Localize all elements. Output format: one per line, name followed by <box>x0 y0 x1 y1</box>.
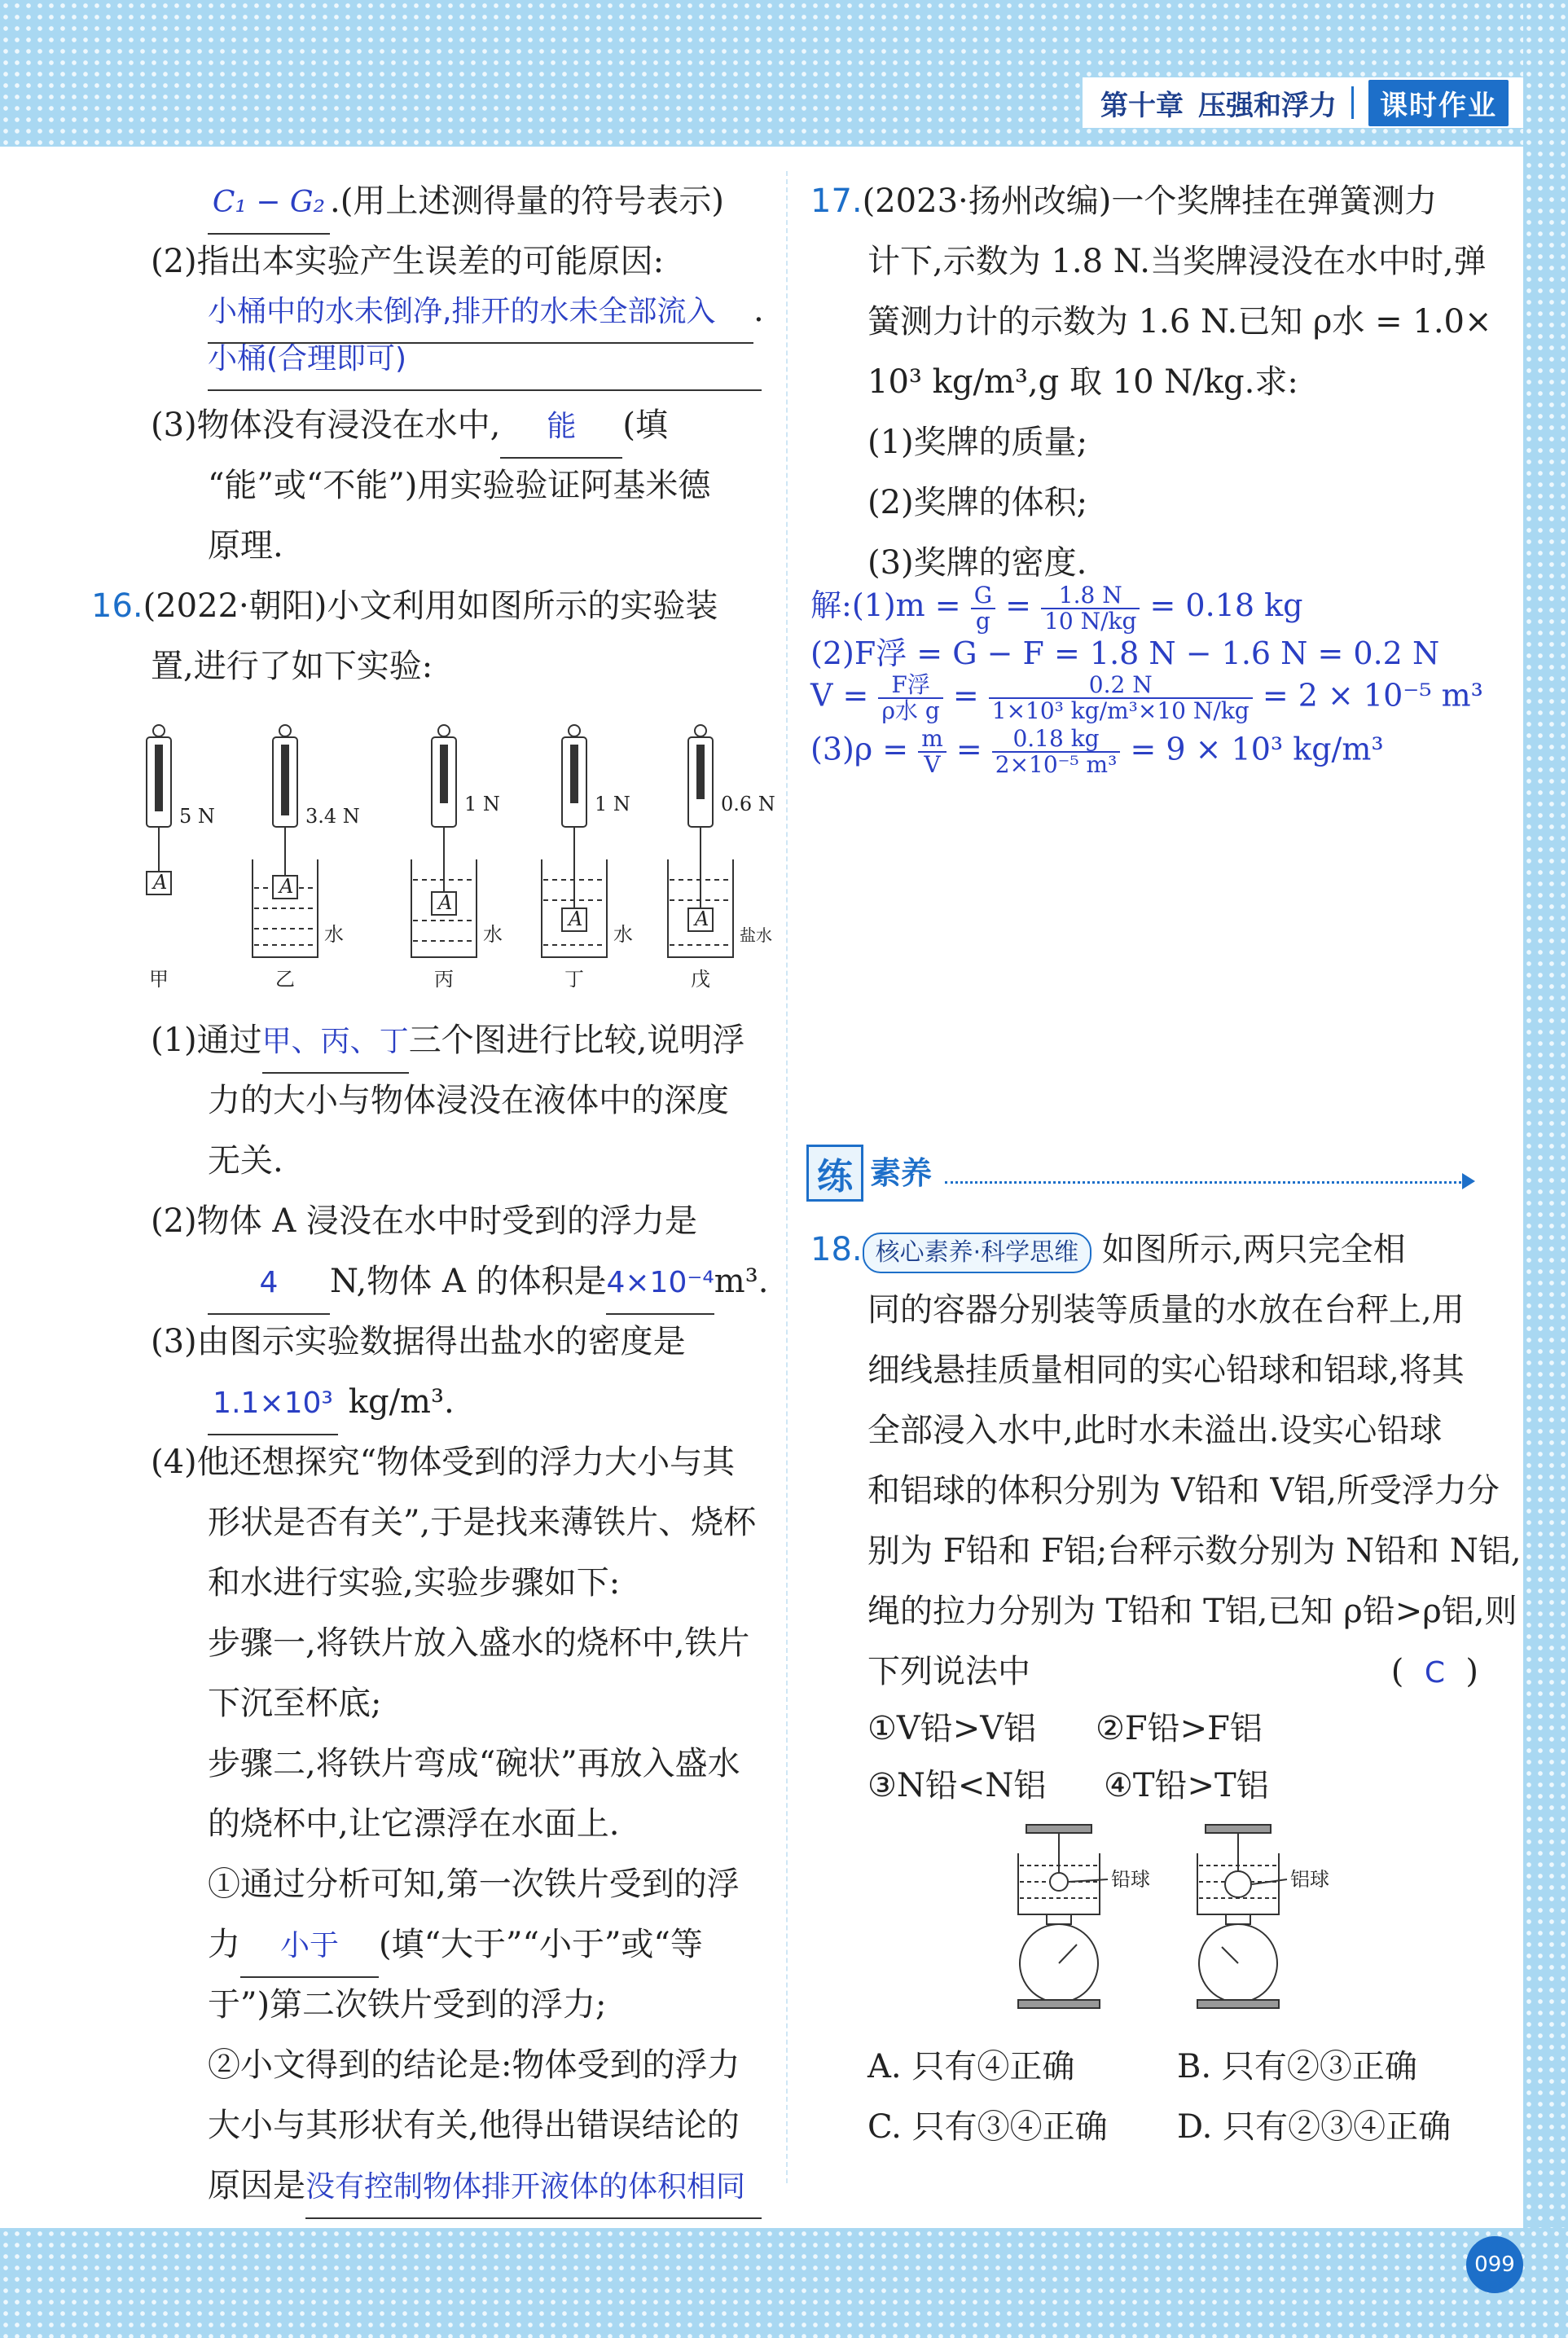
chapter-title: 压强和浮力 <box>1198 89 1337 122</box>
q16-p4-line3: 和水进行实验,实验步骤如下: <box>208 1564 621 1602</box>
q17-solution-1: 解:(1)m = $\frac{G}{g}$ = $\frac{1.8 N}{10 N/kg}$ = 0.18 kg <box>810 581 1303 635</box>
q16-sub1-d: 于”)第二次铁片受到的浮力; <box>208 1986 607 2024</box>
q16-sub2-b: 大小与其形状有关,他得出错误结论的 <box>208 2107 740 2144</box>
q16-p2-unit: m³. <box>714 1263 769 1300</box>
q16-p1-line3: 无关. <box>208 1142 283 1180</box>
q15-p3-line3: 原理. <box>208 527 283 565</box>
q16-p3-answer: 1.1×10³ <box>208 1373 338 1435</box>
sol3-result: = 2 × 10⁻⁵ m³ <box>1262 677 1483 714</box>
q17-solution-2: (2)F浮 = G − F = 1.8 N − 1.6 N = 0.2 N <box>810 635 1440 671</box>
q15-p2-answer-a: 小桶中的水未倒净,排开的水未全部流入 . <box>208 280 764 344</box>
caption-bing: 丙 <box>434 968 454 990</box>
q18-statement-4: ④T铅>T铝 <box>1104 1767 1269 1804</box>
caption-yi: 乙 <box>275 968 295 990</box>
q16-sub2-c <box>208 2156 762 2219</box>
q15-p3-line1 <box>151 395 668 459</box>
q16-line2: 置,进行了如下实验: <box>151 648 433 685</box>
q18-answer: C <box>1424 1656 1445 1690</box>
q17-line1-text: (2023·扬州改编)一个奖牌挂在弹簧测力 <box>862 182 1438 220</box>
q15-line1-text: .(用上述测得量的符号表示) <box>330 182 724 220</box>
q16-sub1-text-b: 力 <box>208 1926 240 1963</box>
q16-p1-text-a: (1)通过 <box>151 1022 262 1059</box>
q18-line1-text: 如图所示,两只完全相 <box>1101 1231 1406 1268</box>
object-a-bing: A <box>438 891 453 914</box>
q16-p2-line1: (2)物体 A 浸没在水中时受到的浮力是 <box>151 1202 697 1240</box>
sol1-result: = 0.18 kg <box>1149 587 1303 623</box>
q18-line3: 细线悬挂质量相同的实心铅球和铝球,将其 <box>867 1351 1465 1389</box>
caption-ding: 丁 <box>564 968 584 990</box>
q16-line1 <box>91 576 718 636</box>
aluminum-ball-setup <box>1197 1825 1287 2008</box>
reading-yi: 3.4 N <box>305 805 360 828</box>
section-dotted-line <box>945 1181 1466 1184</box>
q16-p1-text-b: 三个图进行比较,说明浮 <box>408 1022 745 1059</box>
q16-sub1-b <box>208 1914 703 1978</box>
q16-p3-line2 <box>208 1372 455 1435</box>
q16-step1-b: 下沉至杯底; <box>208 1685 382 1722</box>
section-badge: 练 <box>806 1145 863 1202</box>
q17-line4: 10³ kg/m³,g 取 10 N/kg.求: <box>867 363 1298 401</box>
q18-line8-text: 下列说法中 <box>867 1653 1030 1690</box>
q17-line1 <box>810 171 1437 231</box>
footer-band <box>0 2228 1568 2338</box>
q17-solution-4: (3)ρ = $\frac{m}{V}$ = $\frac{0.18 kg}{\text{2×10⁻⁵ m³}}$ = 9 × 10³ kg/m³ <box>810 725 1384 778</box>
liquid-yi: 水 <box>324 923 344 946</box>
spring-scale-bing <box>411 725 477 957</box>
q16-p3-unit: kg/m³. <box>348 1383 455 1421</box>
q15-answer-formula: C₁ − G₂ <box>208 173 330 235</box>
reading-bing: 1 N <box>464 793 500 815</box>
q16-step2-a: 步骤二,将铁片弯成“碗状”再放入盛水 <box>208 1745 740 1782</box>
sol3-frac2: $\frac{0.2 N}{\text{1×10³ kg/m³×10 N/kg}}$ <box>989 673 1253 723</box>
label-aluminum-ball: 铝球 <box>1290 1868 1329 1891</box>
q16-p1-answer: 甲、丙、丁 <box>262 1012 409 1074</box>
sol4-frac1: $\frac{m}{V}$ <box>918 727 947 777</box>
q18-option-b[interactable]: B. 只有②③正确 <box>1177 2048 1417 2085</box>
q18-line5: 和铝球的体积分别为 V铅和 V铝,所受浮力分 <box>867 1472 1500 1510</box>
sol3-lhs: V = <box>810 677 869 714</box>
q16-figure <box>122 713 790 990</box>
sol1-frac1: $\frac{G}{g}$ <box>971 583 995 634</box>
q16-p4-line2: 形状是否有关”,于是找来薄铁片、烧杯 <box>208 1504 757 1541</box>
liquid-bing: 水 <box>483 923 503 946</box>
q18-line2: 同的容器分别装等质量的水放在台秤上,用 <box>867 1291 1465 1329</box>
solution-label: 解: <box>810 587 852 623</box>
q16-p2-answer-force: 4 <box>208 1253 330 1315</box>
right-margin-band <box>1523 0 1568 2338</box>
page-number: 099 <box>1466 2236 1523 2293</box>
q18-figure <box>1002 1821 1360 2024</box>
q16-sub2-a: ②小文得到的结论是:物体受到的浮力 <box>208 2046 740 2084</box>
sol1-lhs: (1)m = <box>851 587 961 623</box>
spring-scale-yi <box>253 725 318 957</box>
q16-sub2-answer: 没有控制物体排开液体的体积相同 <box>305 2157 762 2219</box>
q18-option-c[interactable]: C. 只有③④正确 <box>867 2108 1108 2146</box>
q18-line7: 绳的拉力分别为 T铅和 T铝,已知 ρ铅>ρ铝,则 <box>867 1593 1517 1630</box>
q16-number: 16. <box>91 587 143 625</box>
q18-line4: 全部浸入水中,此时水未溢出.设实心铅球 <box>867 1412 1443 1449</box>
q18-answer-bracket: ( C ) <box>1390 1653 1478 1690</box>
q18-line8 <box>867 1641 1478 1702</box>
q15-p2-answer-text-a: 小桶中的水未倒净,排开的水未全部流入 <box>208 282 753 344</box>
q16-sub1-answer: 小于 <box>240 1916 379 1978</box>
q17-ask3: (3)奖牌的密度. <box>867 544 1087 582</box>
q15-p2-answer-text-b: 小桶(合理即可) <box>208 329 762 391</box>
q18-statement-3: ③N铅<N铝 <box>867 1767 1047 1804</box>
caption-jia: 甲 <box>149 968 169 990</box>
q17-number: 17. <box>810 182 863 220</box>
q17-line3: 簧测力计的示数为 1.6 N.已知 ρ水 = 1.0× <box>867 303 1492 341</box>
q18-number: 18. <box>810 1231 863 1268</box>
object-a-wu: A <box>695 908 709 930</box>
q16-p1-line2: 力的大小与物体浸没在液体中的深度 <box>208 1082 729 1119</box>
q15-p2-label: (2)指出本实验产生误差的可能原因: <box>151 243 665 280</box>
sol4-lhs: (3)ρ = <box>810 731 909 767</box>
q16-sub1-text-c: (填“大于”“小于”或“等 <box>379 1926 703 1963</box>
sol4-result: = 9 × 10³ kg/m³ <box>1130 731 1384 767</box>
lead-ball-setup <box>1018 1825 1108 2008</box>
q16-p2-text-mid: N,物体 A 的体积是 <box>330 1263 607 1300</box>
q15-p3-line2: “能”或“不能”)用实验验证阿基米德 <box>208 467 711 504</box>
q17-line2: 计下,示数为 1.8 N.当奖牌浸没在水中时,弹 <box>867 243 1487 280</box>
q18-statement-2: ②F铅>F铝 <box>1096 1710 1263 1747</box>
caption-wu: 戊 <box>691 968 710 990</box>
brand-logo: 课时作业 <box>1368 80 1509 126</box>
q18-option-a[interactable]: A. 只有④正确 <box>867 2048 1075 2085</box>
q15-p2-answer-b <box>208 327 762 391</box>
section-arrow-icon <box>1462 1173 1475 1189</box>
liquid-wu: 盐水 <box>740 925 772 945</box>
header-separator <box>1351 86 1354 119</box>
q16-p2-line2 <box>208 1251 768 1315</box>
sol4-frac2: $\frac{0.18 kg}{\text{2×10⁻⁵ m³}}$ <box>992 727 1121 777</box>
label-lead-ball: 铅球 <box>1111 1868 1150 1891</box>
q18-line1 <box>810 1220 1406 1280</box>
q16-line1-text: (2022·朝阳)小文利用如图所示的实验装 <box>143 587 718 625</box>
q15-line1 <box>208 171 724 235</box>
q16-step2-b: 的烧杯中,让它漂浮在水面上. <box>208 1805 620 1843</box>
q18-statement-1: ①V铅>V铝 <box>867 1710 1037 1747</box>
q16-sub1-a: ①通过分析可知,第一次铁片受到的浮 <box>208 1866 740 1903</box>
sol1-frac2: $\frac{1.8 N}{10 N/kg}$ <box>1041 583 1140 634</box>
q15-p3-text-b: (填 <box>622 407 668 444</box>
q18-option-d[interactable]: D. 只有②③④正确 <box>1177 2108 1452 2146</box>
q18-line6: 别为 F铅和 F铝;台秤示数分别为 N铅和 N铝, <box>867 1532 1522 1570</box>
q16-p3-line1: (3)由图示实验数据得出盐水的密度是 <box>151 1323 686 1360</box>
object-a-ding: A <box>569 908 583 930</box>
object-a-yi: A <box>279 875 294 898</box>
liquid-ding: 水 <box>613 923 633 946</box>
reading-wu: 0.6 N <box>721 793 775 815</box>
reading-jia: 5 N <box>179 805 215 828</box>
q15-p3-answer: 能 <box>500 397 622 459</box>
q15-p3-text-a: (3)物体没有浸没在水中, <box>151 407 501 444</box>
reading-ding: 1 N <box>595 793 630 815</box>
column-divider <box>786 171 788 2183</box>
q16-p2-answer-volume: 4×10⁻⁴ <box>606 1253 714 1315</box>
q16-sub2-text-c: 原因是 <box>208 2167 305 2204</box>
section-title: 素养 <box>870 1155 933 1191</box>
core-literacy-tag: 核心素养·科学思维 <box>863 1233 1092 1273</box>
q16-p4-line1: (4)他还想探究“物体受到的浮力大小与其 <box>151 1444 736 1481</box>
sol3-frac1: $\frac{\text{F浮}}{\text{ρ水 g}}$ <box>878 673 942 723</box>
q16-p1-line1 <box>151 1010 744 1074</box>
q17-solution-3: V = $\frac{\text{F浮}}{\text{ρ水 g}}$ = $\frac{0.2 N}{\text{1×10³ kg/m³×10 N/kg}}$ = 2 × 10⁻⁵ m³ <box>810 671 1483 724</box>
spring-scale-jia <box>147 725 171 894</box>
q17-ask1: (1)奖牌的质量; <box>867 424 1088 461</box>
chapter-number: 第十章 <box>1100 89 1184 122</box>
object-a-jia: A <box>153 871 168 894</box>
q17-ask2: (2)奖牌的体积; <box>867 484 1088 521</box>
q16-step1-a: 步骤一,将铁片放入盛水的烧杯中,铁片 <box>208 1624 750 1662</box>
chapter-header <box>1083 77 1523 128</box>
